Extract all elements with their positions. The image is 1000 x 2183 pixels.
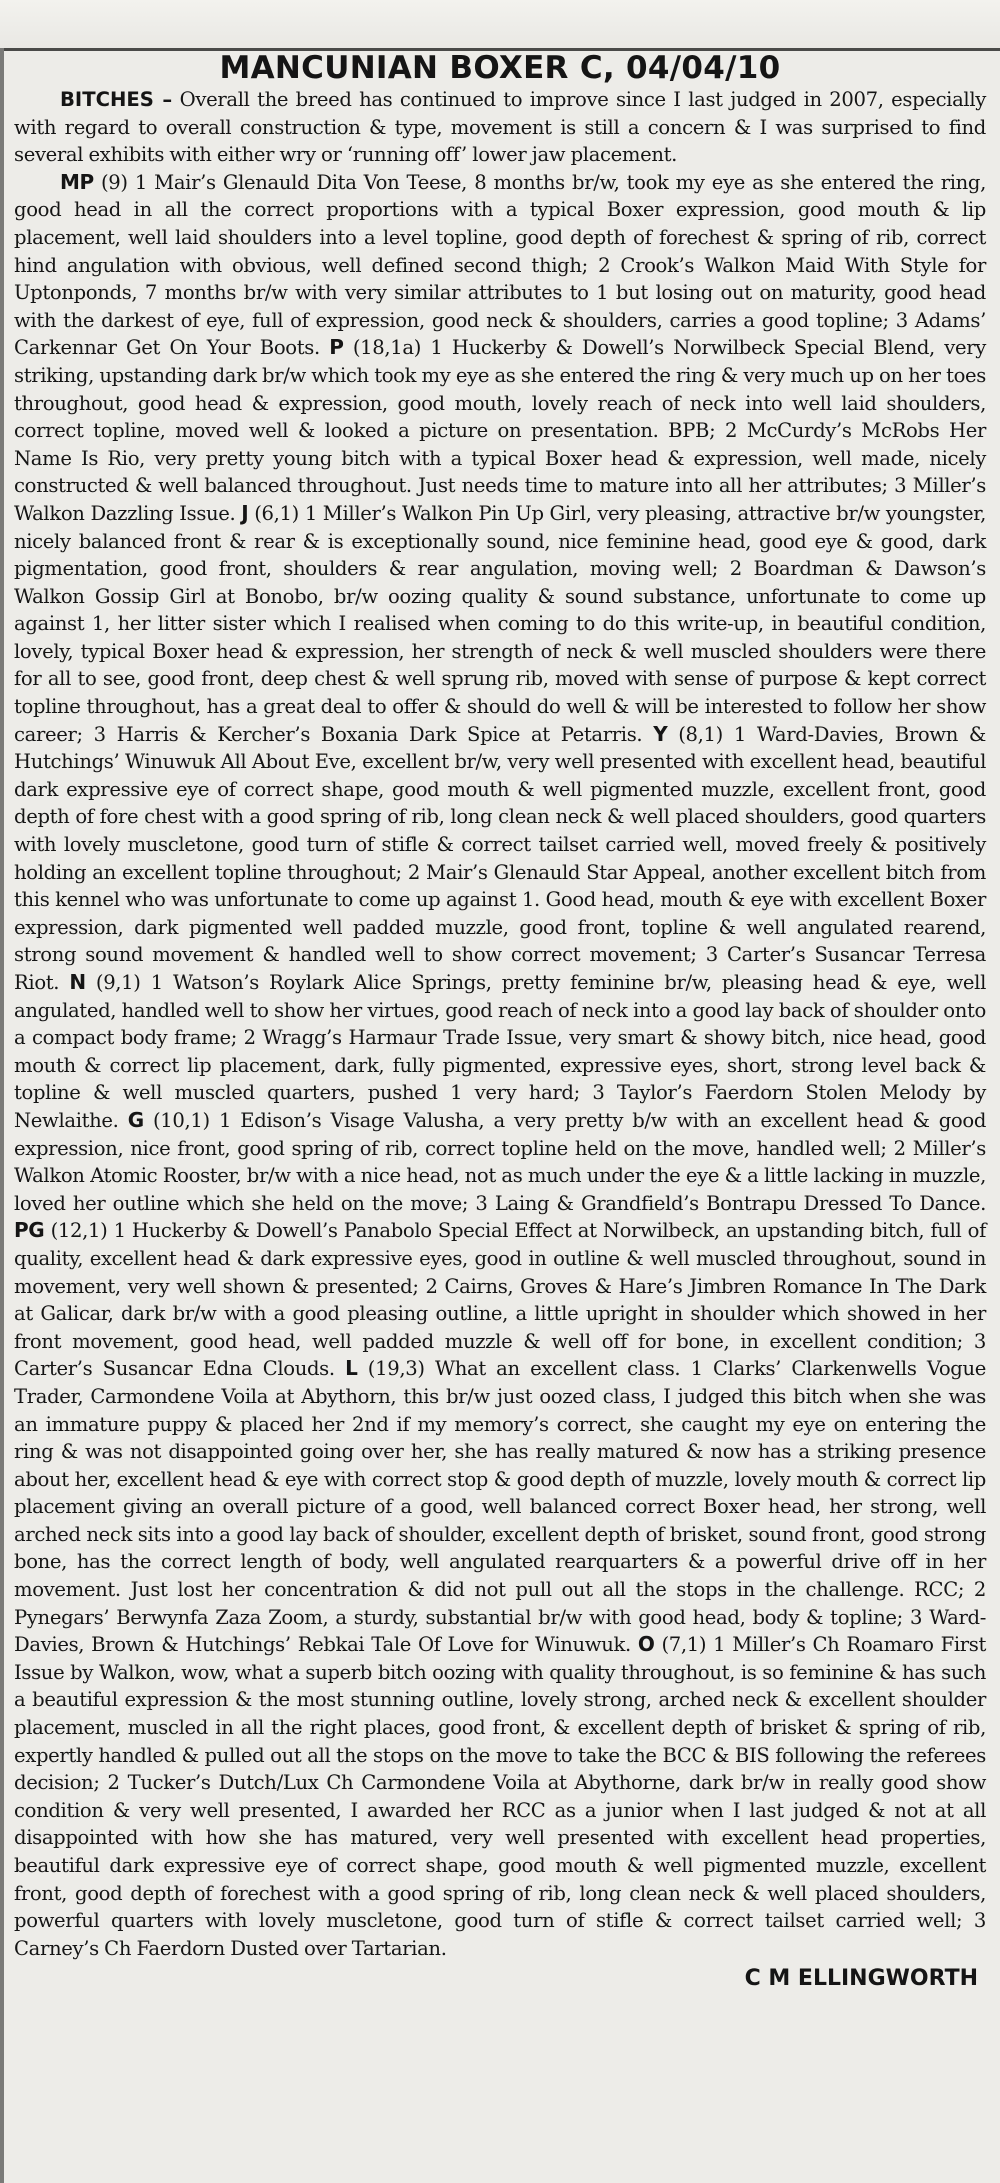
- class-text: (10,1) 1 Edison’s Visage Valusha, a very pretty b/w with an excellent head & good expression, nice front, good spring of rib, correct topline held on the move, handled well; 2 Miller’s Walkon Atomic Rooster, br/w with a nice head, not as much under the eye & a little lacking in muzzle, loved her outline which she held on the move; 3 Laing & Grandfield’s Bontrapu Dressed To Dance.: [14, 1108, 987, 1215]
- class-label: O: [637, 1632, 655, 1657]
- intro-paragraph: [14, 86, 986, 169]
- class-text: (18,1a) 1 Huckerby & Dowell’s Norwilbeck Special Blend, very striking, upstanding dark br/w which took my eye as she entered the ring & very much up on her toes throughout, good head & expression, good mouth, lovely reach of neck into well laid shoulders, correct topline, moved well & looked a picture on presentation. BPB; 2 McCurdy’s McRobs Her Name Is Rio, very pretty young bitch with a typical Boxer head & expression, well made, nicely constructed & well balanced throughout. Just needs time to mature into all her attributes; 3 Miller’s Walkon Dazzling Issue.: [14, 336, 986, 525]
- headline: MANCUNIAN BOXER C, 04/04/10: [219, 50, 781, 86]
- class-text: (6,1) 1 Miller’s Walkon Pin Up Girl, very pleasing, attractive br/w youngster, nicely balanced front & rear & is exceptionally sound, nice feminine head, good eye & good, dark pigmentation, good front, shoulders & rear angulation, moving well; 2 Boardman & Dawson’s Walkon Gossip Girl at Bonobo, br/w oozing quality & sound substance, unfortunate to come up against 1, her litter sister which I realised when coming to do this write-up, in beautiful condition, lovely, typical Boxer head & expression, her strength of neck & well muscled shoulders were there for all to see, good front, deep chest & well sprung rib, moved with sense of purpose & kept correct topline throughout, has a great deal to offer & should do well & will be interested to follow her show career; 3 Harris & Kercher’s Boxania Dark Spice at Petarris.: [14, 501, 986, 746]
- class-label: Y: [653, 721, 668, 746]
- class-label: PG: [14, 1218, 45, 1243]
- class-text: (7,1) 1 Miller’s Ch Roamaro First Issue by Walkon, wow, what a superb bitch oozing with quality throughout, is so feminine & has such a beautiful expression & the most stunning outline, lovely strong, arched neck & excellent shoulder placement, muscled in all the right places, good front, & excellent depth of brisket & spring of rib, expertly handled & pulled out all the stops on the move to take the BCC & BIS following the referees decision; 2 Tucker’s Dutch/Lux Ch Carmondene Voila at Abythorne, dark br/w in really good show condition & very well presented, I awarded her RCC as a junior when I last judged & not at all disappointed with how she has matured, very well presented with excellent head properties, beautiful dark expressive eye of correct shape, good mouth & well pigmented muzzle, excellent front, good depth of forechest with a good spring of rib, long clean neck & well placed shoulders, powerful quarters with lovely muscletone, good turn of stifle & correct tailset carried well; 3 Carney’s Ch Faerdorn Dusted over Tartarian.: [14, 1633, 986, 1960]
- class-text: (12,1) 1 Huckerby & Dowell’s Panabolo Special Effect at Norwilbeck, an upstanding bitch, full of quality, excellent head & dark expressive eyes, good in outline & well muscled throughout, sound in movement, very well shown & presented; 2 Cairns, Groves & Hare’s Jimbren Romance In The Dark at Galicar, dark br/w with a good pleasing outline, a little upright in shoulder which showed in her front movement, good head, well padded muzzle & well off for bone, in excellent condition; 3 Carter’s Susancar Edna Clouds.: [14, 1219, 986, 1381]
- intro-text: Overall the breed has continued to improve since I last judged in 2007, especially with regard to overall construction & type, movement is still a concern & I was surprised to find several exhibits with either wry or ‘running off’ lower jaw placement.: [14, 88, 986, 167]
- class-label: L: [345, 1356, 358, 1381]
- class-label: MP: [60, 169, 94, 194]
- class-label: G: [127, 1107, 144, 1132]
- classes-paragraph: [14, 169, 986, 1963]
- byline: C M ELLINGWORTH: [744, 1966, 978, 1992]
- article-body: [14, 86, 986, 1962]
- section-lead: BITCHES –: [60, 88, 173, 111]
- class-text: (9,1) 1 Watson’s Roylark Alice Springs, pretty feminine br/w, pleasing head & eye, well angulated, handled well to show her virtues, good reach of neck into a good lay back of shoulder onto a compact body frame; 2 Wragg’s Harmaur Trade Issue, very smart & showy bitch, nice head, good mouth & correct lip placement, dark, fully pigmented, expressive eyes, short, strong level back & topline & well muscled quarters, pushed 1 very hard; 3 Taylor’s Faerdorn Stolen Melody by Newlaithe.: [14, 971, 986, 1132]
- class-text: (8,1) 1 Ward-Davies, Brown & Hutchings’ Winuwuk All About Eve, excellent br/w, very well presented with excellent head, beautiful dark expressive eye of correct shape, good mouth & well pigmented muzzle, excellent front, good depth of fore chest with a good spring of rib, long clean neck & well placed shoulders, good quarters with lovely muscletone, good turn of stifle & correct tailset carried well, moved freely & positively holding an excellent topline throughout; 2 Mair’s Glenauld Star Appeal, another excellent bitch from this kennel who was unfortunate to come up against 1. Good head, mouth & eye with excellent Boxer expression, dark pigmented well padded muzzle, good front, topline & well angulated rearend, strong sound movement & handled well to show correct movement; 3 Carter’s Susancar Terresa Riot.: [14, 722, 986, 994]
- left-rule: [0, 48, 4, 2183]
- class-text: (19,3) What an excellent class. 1 Clarks’ Clarkenwells Vogue Trader, Carmondene Voila at Abythorn, this br/w just oozed class, I judged this bitch when she was an immature puppy & placed her 2nd if my memory’s correct, she caught my eye on entering the ring & was not disappointed going over her, she has really matured & now has a striking presence about her, excellent head & eye with correct stop & good depth of muzzle, lovely mouth & correct lip placement giving an overall picture of a good, well balanced correct Boxer head, her strong, well arched neck sits into a good lay back of shoulder, excellent depth of brisket, sound front, good strong bone, has the correct length of body, well angulated rearquarters & a powerful drive off in her movement. Just lost her concentration & did not pull out all the stops in the challenge. RCC; 2 Pynegars’ Berwynfa Zaza Zoom, a sturdy, substantial br/w with good head, body & topline; 3 Ward-Davies, Brown & Hutchings’ Rebkai Tale Of Love for Winuwuk.: [14, 1357, 987, 1657]
- article: [14, 50, 986, 2175]
- class-label: N: [69, 970, 86, 994]
- class-text: (9) 1 Mair’s Glenauld Dita Von Teese, 8 months br/w, took my eye as she entered the ring, good head in all the correct proportions with a typical Boxer expression, good mouth & lip placement, well laid shoulders into a level topline, good depth of forechest & spring of rib, correct hind angulation with obvious, well defined second thigh; 2 Crook’s Walkon Maid With Style for Uptonponds, 7 months br/w with very similar attributes to 1 but losing out on maturity, good head with the darkest of eye, full of expression, good neck & shoulders, carries a good topline; 3 Adams’ Carkennar Get On Your Boots.: [14, 170, 986, 360]
- class-label: P: [329, 335, 344, 360]
- class-label: J: [241, 500, 249, 525]
- clipping-top-margin: [0, 0, 1000, 48]
